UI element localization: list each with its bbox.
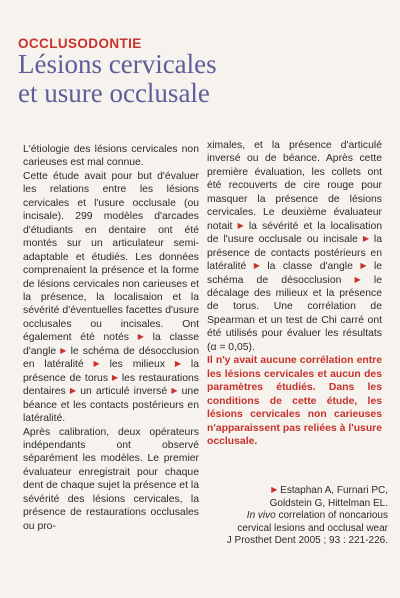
reference-line-5: J Prosthet Dent 2005 ; 93 : 221-226.: [226, 535, 388, 547]
bullet-icon: ▶: [174, 359, 182, 369]
reference-citation: [212, 485, 388, 548]
evaluation-item-contacts: la présence de contacts postérieurs en latéralité: [207, 234, 383, 273]
bullet-icon: ▶: [93, 359, 100, 369]
title-line-2: et usure occlusale: [18, 78, 210, 108]
bullet-icon: ▶: [60, 345, 67, 355]
bullet-icon: ▶: [237, 220, 244, 230]
bullet-icon: ▶: [271, 485, 278, 494]
reference-line-3-rest: correlation of noncarious: [275, 510, 388, 522]
method-text: Cette étude avait pour but d'évaluer les relations entre les lésions cervicales et l'usure occlusale (ou incisale). 299 modèles d'arcades d'étudiants en dentaire ont été montés sur un articulateur semi-adaptable et étudiés. Les données comprenaient la présence et la forme de lésions cervicales non carieuses et la présence, la localisaion et la sévérité d'éventuelles facettes d'usure occlusales ou incisales. Ont également été notés: [23, 170, 199, 344]
method-item-openbite: une béance et les contacts postérieurs en latéralité.: [23, 386, 199, 425]
evaluation-item-midlines: le décalage des milieux et la présence de torus. Une corrélation de Spearman et un test de Chi carré ont été utilisés pour évaluer les résultats (α = 0,05).: [207, 274, 382, 353]
method-item-crossbite: un articulé inversé: [80, 386, 168, 398]
evaluation-item-angle-class: la classe d'angle: [267, 261, 353, 273]
bullet-icon: ▶: [69, 386, 77, 396]
paragraph-intro: L'étiologie des lésions cervicales non carieuses est mal connue.: [23, 144, 199, 169]
evaluation-text: ximales, et la présence d'articulé inversé ou de béance. Après cette première évaluation, les collets ont été recouverts de cire rouge pour masquer la présence de lésions cervicales. Le deuxième évaluateur notait: [207, 140, 382, 232]
method-item-midlines: les milieux: [109, 359, 166, 371]
method-item-disocclusion: le schéma de désocclusion en latéralité: [23, 345, 199, 371]
bullet-icon: ▶: [253, 261, 260, 271]
title-line-1: Lésions cervicales: [18, 49, 217, 79]
section-kicker: OCCLUSODONTIE: [18, 36, 142, 51]
conclusion-text: Il n'y avait aucune corrélation entre les lésions cervicales et aucun des paramètres étudiés. Dans les conditions de cette étude, les lésions cervicales non carieuses n'apparaissent pas reliées à l'usure occlusale.: [207, 355, 382, 447]
reference-line-1: Estaphan A, Furnari PC,: [280, 485, 388, 496]
method-item-angle-class: la classe d'angle: [23, 332, 199, 357]
paragraph-calibration: Après calibration, deux opérateurs indépendants ont observé séparément les modèles. Le premier évaluateur enregistrait pour chaque dent de chaque sujet la présence et la sévérité des lésions cervicales, la présence de restaurations occlusales ou pro-: [23, 426, 199, 532]
paragraph-evaluation: [207, 139, 382, 354]
bullet-icon: ▶: [171, 386, 178, 396]
reference-italic: In vivo: [246, 510, 276, 522]
bullet-icon: ▶: [360, 261, 367, 271]
bullet-icon: ▶: [111, 372, 118, 382]
bullet-icon: ▶: [137, 332, 144, 342]
right-column: [207, 139, 382, 448]
method-item-restorations: les restaurations dentaires: [23, 372, 199, 398]
evaluation-item-disocclusion: le schéma de désocclusion: [207, 261, 383, 286]
article-title: [18, 50, 388, 108]
bullet-icon: ▶: [362, 234, 370, 244]
bullet-icon: ▶: [354, 274, 361, 284]
reference-authors-line-1: [212, 485, 388, 498]
evaluation-item-wear: la sévérité et la localisation de l'usure occlusale ou incisale: [207, 220, 383, 246]
reference-line-3: [212, 510, 388, 523]
reference-line-2: Goldstein G, Hittelman EL.: [269, 497, 388, 509]
paragraph-method: [23, 170, 199, 426]
reference-line-4: cervical lesions and occlusal wear: [237, 522, 388, 534]
method-item-torus: la présence de torus: [23, 359, 199, 384]
left-column: [23, 143, 199, 533]
